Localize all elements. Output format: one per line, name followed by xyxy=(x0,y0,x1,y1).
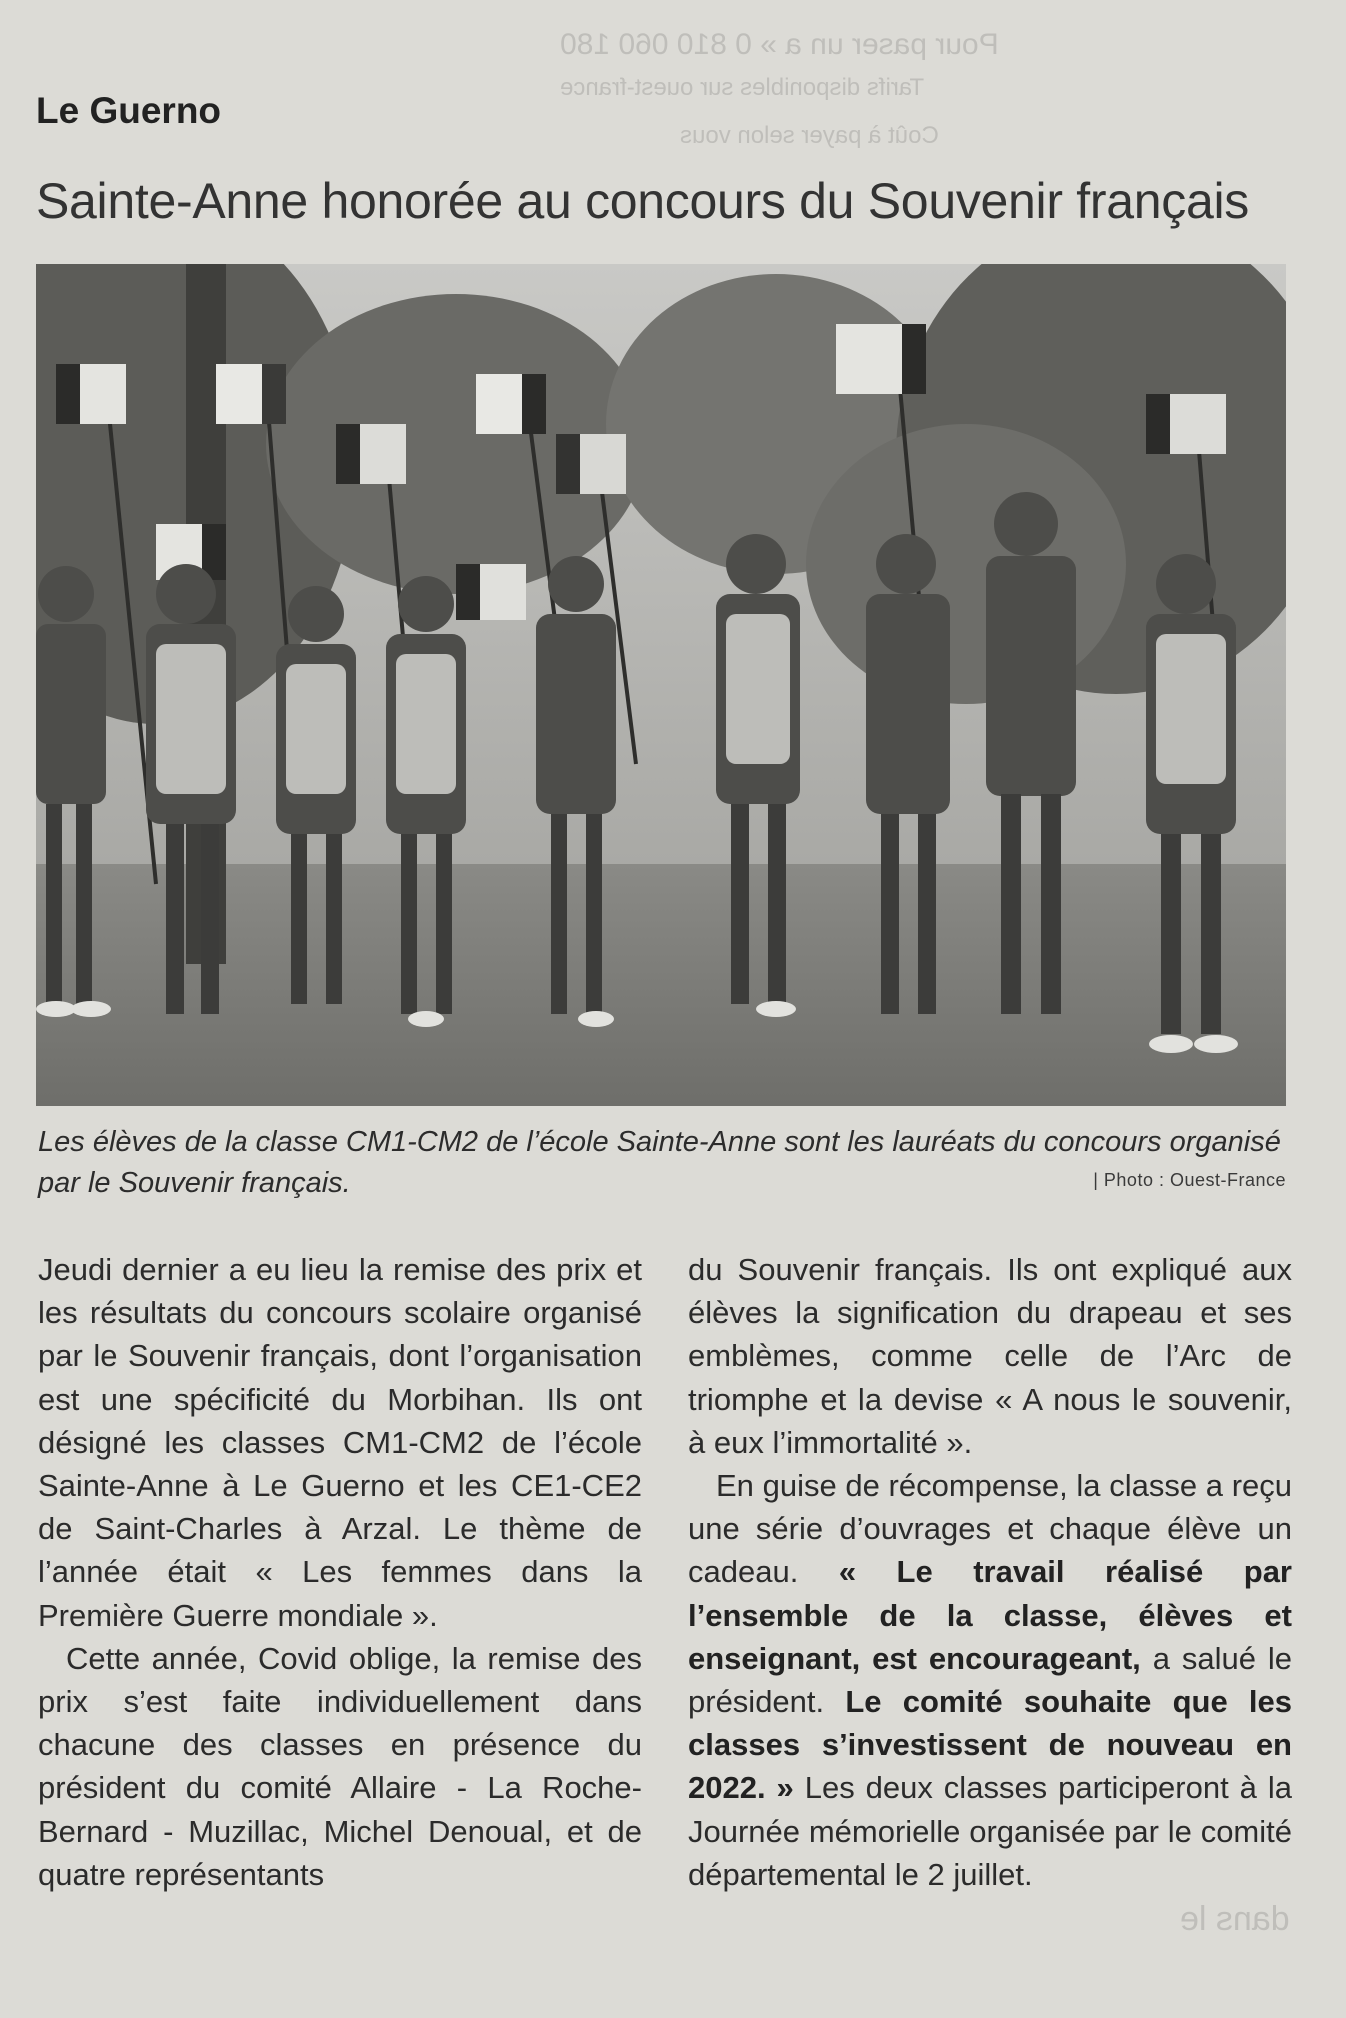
bleed-through-text: Tarifs disponibles sur ouest-france xyxy=(560,74,925,101)
photo-credit: | Photo : Ouest-France xyxy=(1093,1170,1286,1190)
paragraph: du Souvenir français. Ils ont expliqué aux élèves la signification du drapeau et ses emblèmes, comme celle de l’Arc de triomphe et la devise « A nous le souvenir, à eux l’immortalité ». xyxy=(688,1252,1292,1460)
bleed-through-text: dans le xyxy=(1180,1900,1290,1938)
photo-caption xyxy=(38,1122,1288,1204)
quote-text: Le comité souhaite que les classes s’investissent de nouveau en 2022. » xyxy=(688,1684,1292,1806)
article-photo xyxy=(36,264,1286,1106)
paragraph-text: En guise de récompense, la classe a reçu une série d’ouvrages et chaque élève un cadeau. xyxy=(688,1468,1292,1590)
article-column-left xyxy=(38,1248,642,1896)
bleed-through-text: Pour paser un a » 0 810 060 180 xyxy=(560,28,999,61)
paragraph-text: a salué le président. xyxy=(688,1640,1292,1720)
section-label: Le Guerno xyxy=(36,90,222,131)
article-column-right xyxy=(688,1248,1292,1896)
bleed-through-text: Coût à payer selon vous xyxy=(680,122,939,149)
paragraph: Jeudi dernier a eu lieu la remise des prix et les résultats du concours scolaire organisé par le Souvenir français, dont l’organisation est une spécificité du Morbihan. Ils ont désigné les classes CM1-CM2 de l’école Sainte-Anne à Le Guerno et les CE1-CE2 de Saint-Charles à Arzal. Le thème de l’année était « Les femmes dans la Première Guerre mondiale ». xyxy=(38,1252,642,1633)
photo-children-with-flags xyxy=(36,264,1286,1106)
paragraph: Cette année, Covid oblige, la remise des prix s’est faite individuellement dans chacune des classes en présence du président du comité Allaire - La Roche-Bernard - Muzillac, Michel Denoual, et de quatre représentants xyxy=(38,1640,642,1892)
quote-text: « Le travail réalisé par l’ensemble de la classe, élèves et enseignant, est encourageant, xyxy=(688,1554,1292,1676)
headline: Sainte-Anne honorée au concours du Souvenir français xyxy=(36,173,1249,229)
caption-text: Les élèves de la classe CM1-CM2 de l’école Sainte-Anne sont les lauréats du concours organisé par le Souvenir français. xyxy=(38,1126,1281,1199)
paragraph xyxy=(688,1464,1292,1896)
paragraph-text: Les deux classes participeront à la Journée mémorielle organisée par le comité départemental le 2 juillet. xyxy=(688,1770,1292,1892)
